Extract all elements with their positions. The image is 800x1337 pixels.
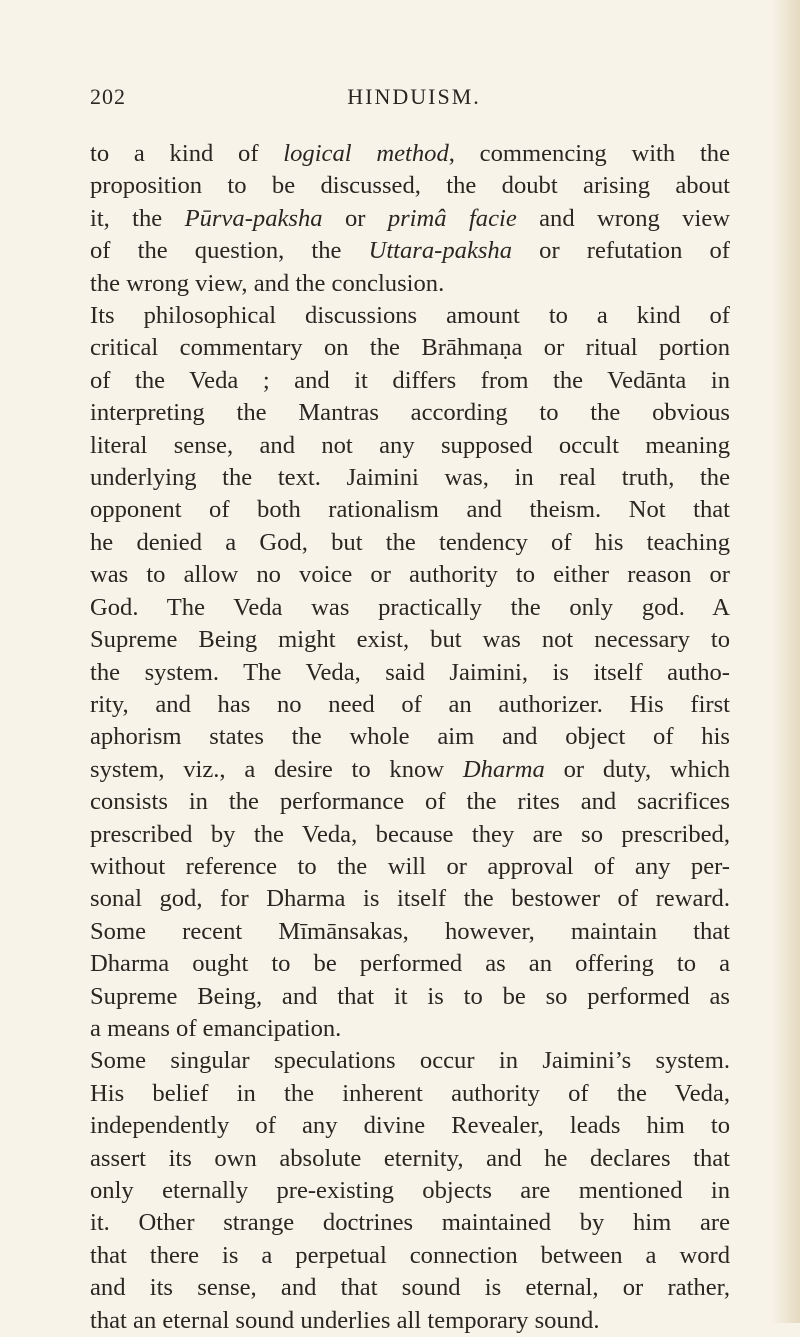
text-line: Supreme Being, and that it is to be so performed as — [90, 982, 730, 1010]
text-line: assert its own absolute eternity, and he declares that — [90, 1144, 730, 1172]
text-line: opponent of both rationalism and theism. Not that — [90, 496, 730, 524]
text-line: and its sense, and that sound is eternal, or rather, — [90, 1274, 730, 1302]
text-line: system, viz., a desire to know Dharma or duty, which — [90, 755, 730, 783]
text-line: underlying the text. Jaimini was, in real truth, the — [90, 464, 730, 492]
text-line: the system. The Veda, said Jaimini, is itself autho- — [90, 658, 730, 686]
text-line: prescribed by the Veda, because they are so prescribed, — [90, 820, 730, 848]
text-line: a means of emancipation. — [90, 1014, 342, 1042]
text-line: Some recent Mīmānsakas, however, maintain that — [90, 917, 730, 945]
text-line: God. The Veda was practically the only god. A — [90, 593, 730, 621]
text-line: sonal god, for Dharma is itself the bestower of reward. — [90, 885, 730, 913]
page-number: 202 — [90, 84, 126, 109]
page-header — [90, 84, 738, 116]
text-line: Dharma ought to be performed as an offering to a — [90, 950, 730, 978]
text-line: of the Veda ; and it differs from the Vedānta in — [90, 366, 730, 394]
page-edge-shading — [772, 0, 800, 1323]
running-head: HINDUISM. — [347, 84, 481, 109]
text-line: Its philosophical discussions amount to a kind of — [90, 302, 730, 330]
text-line: His belief in the inherent authority of the Veda, — [90, 1079, 730, 1107]
text-line: consists in the performance of the rites and sacrifices — [90, 788, 730, 816]
text-line: that an eternal sound underlies all temporary sound. — [90, 1306, 600, 1334]
text-line: critical commentary on the Brāhmaṇa or ritual portion — [90, 334, 730, 362]
text-line: to a kind of logical method, commencing with the — [90, 140, 730, 167]
text-line: of the question, the Uttara-paksha or refutation of — [90, 237, 730, 265]
text-line: was to allow no voice or authority to either reason or — [90, 561, 730, 589]
text-line: rity, and has no need of an authorizer. His first — [90, 690, 730, 718]
text-line: only eternally pre-existing objects are mentioned in — [90, 1177, 730, 1204]
body-text — [90, 138, 730, 1337]
text-line: literal sense, and not any supposed occult meaning — [90, 431, 730, 459]
text-line: the wrong view, and the conclusion. — [90, 269, 445, 297]
text-line: that there is a perpetual connection between a word — [90, 1241, 730, 1269]
text-line: Some singular speculations occur in Jaimini’s system. — [90, 1047, 730, 1075]
text-line: he denied a God, but the tendency of his teaching — [90, 528, 730, 556]
text-line: independently of any divine Revealer, leads him to — [90, 1112, 730, 1140]
text-line: aphorism states the whole aim and object of his — [90, 723, 730, 751]
text-line: interpreting the Mantras according to the obvious — [90, 399, 730, 427]
text-line: without reference to the will or approval of any per- — [90, 852, 730, 880]
text-line: it. Other strange doctrines maintained by him are — [90, 1209, 730, 1237]
text-line: proposition to be discussed, the doubt arising about — [90, 172, 730, 200]
text-line: Supreme Being might exist, but was not necessary to — [90, 626, 730, 654]
text-line: it, the Pūrva-paksha or primâ facie and wrong view — [90, 204, 730, 232]
